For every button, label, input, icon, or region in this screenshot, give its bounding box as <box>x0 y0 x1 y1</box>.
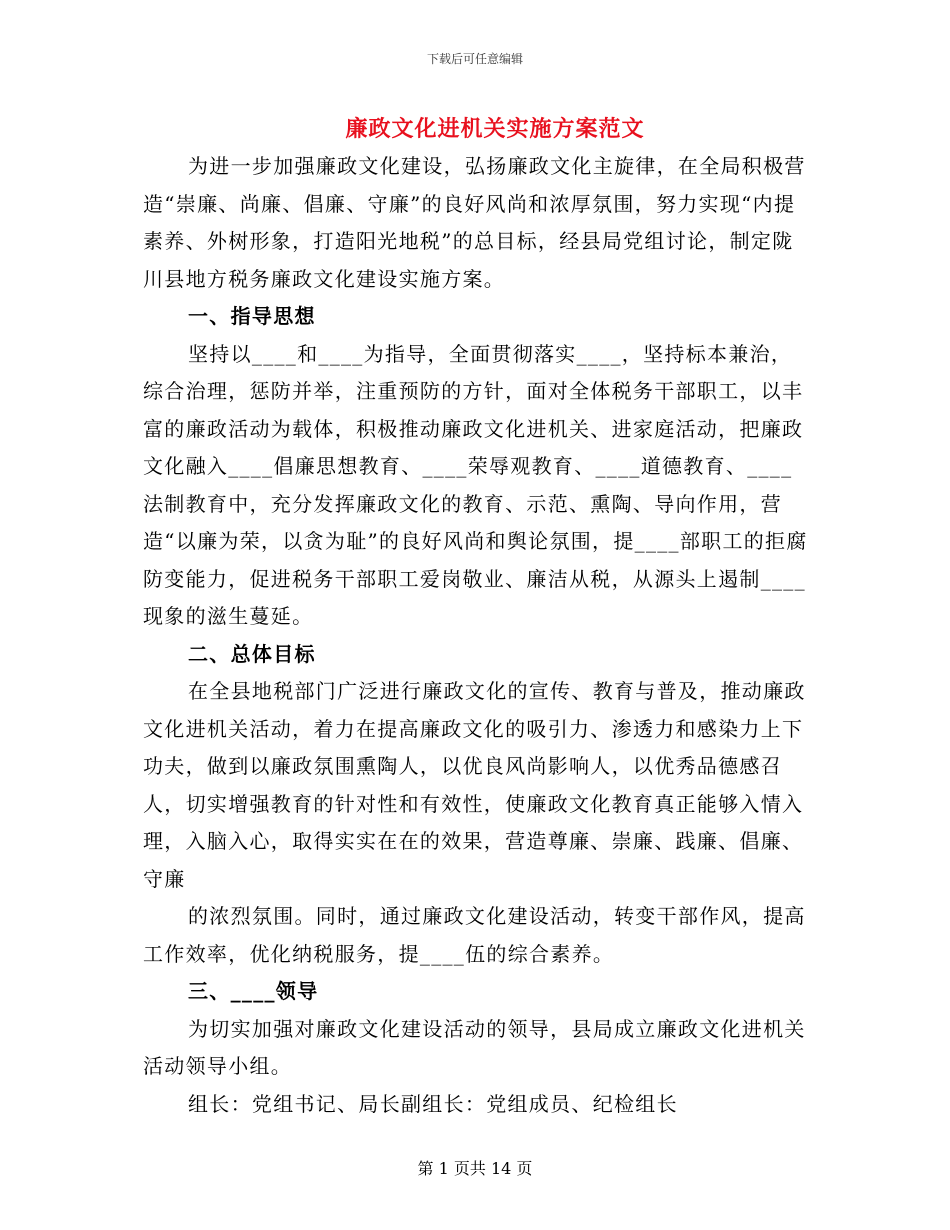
leadership-paragraph: 为切实加强对廉政文化建设活动的领导，县局成立廉政文化进机关活动领导小组。 <box>143 1016 806 1078</box>
document-title: 廉政文化进机关实施方案范文 <box>345 116 645 142</box>
page-number-footer: 第 1 页共 14 页 <box>417 1159 533 1178</box>
section-heading-overall-goal: 二、总体目标 <box>188 641 316 666</box>
document-body <box>143 148 808 1123</box>
intro-paragraph: 为进一步加强廉政文化建设，弘扬廉政文化主旋律，在全局积极营造“崇廉、尚廉、倡廉、守廉”的良好风尚和浓厚氛围，努力实现“内提素养、外树形象，打造阳光地税”的总目标，经县局党组讨论，制定陇川县地方税务廉政文化建设实施方案。 <box>143 154 806 291</box>
overall-goal-continuation: 的浓烈氛围。同时，通过廉政文化建设活动，转变干部作风，提高工作效率，优化纳税服务，提____伍的综合素养。 <box>143 904 806 966</box>
section-heading-guiding-ideology: 一、指导思想 <box>188 304 316 328</box>
page-header-note: 下载后可任意编辑 <box>426 52 523 66</box>
guiding-ideology-paragraph: 坚持以____和____为指导，全面贯彻落实____，坚持标本兼治，综合治理，惩防并举，注重预防的方针，面对全体税务干部职工，以丰富的廉政活动为载体，积极推动廉政文化进机关、进家庭活动，把廉政文化融入____倡廉思想教育、____荣辱观教育、____道德教育、____法制教育中，充分发挥廉政文化的教育、示范、熏陶、导向作用，营造“以廉为荣，以贪为耻”的良好风尚和舆论氛围，提____部职工的拒腐防变能力，促进税务干部职工爱岗敬业、廉洁从税，从源头上遏制____现象的滋生蔓延。 <box>143 341 808 628</box>
section-heading-leadership: 三、____领导 <box>188 979 319 1003</box>
leadership-members-line: 组长：党组书记、局长副组长：党组成员、纪检组长 <box>188 1091 678 1116</box>
overall-goal-paragraph: 在全县地税部门广泛进行廉政文化的宣传、教育与普及，推动廉政文化进机关活动，着力在提高廉政文化的吸引力、渗透力和感染力上下功夫，做到以廉政氛围熏陶人，以优良风尚影响人，以优秀品德感召人，切实增强教育的针对性和有效性，使廉政文化教育真正能够入情入理，入脑入心，取得实实在在的效果，营造尊廉、崇廉、践廉、倡廉、守廉 <box>143 679 806 891</box>
